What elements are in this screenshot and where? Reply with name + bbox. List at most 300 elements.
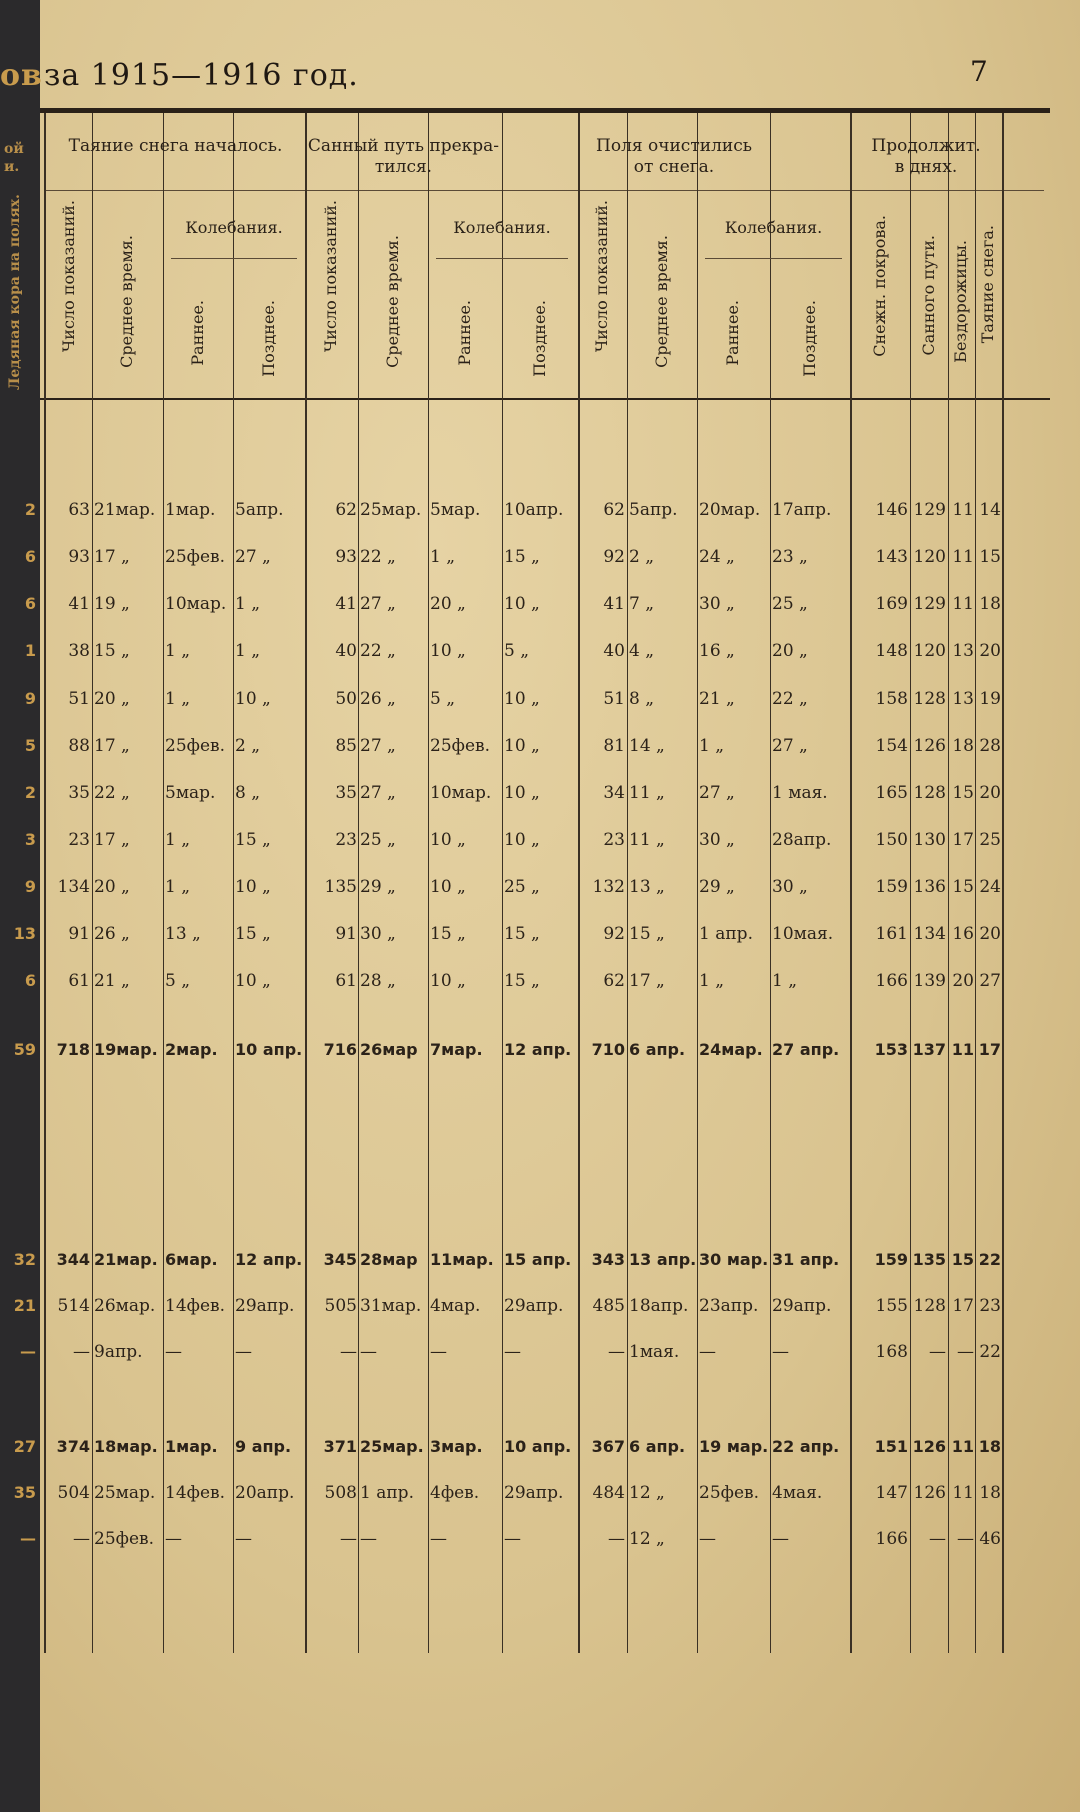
table-cell: 1 апр.: [699, 924, 753, 944]
table-cell: —: [73, 1529, 90, 1549]
table-cell: —: [772, 1529, 789, 1549]
table-cell: 40: [603, 641, 625, 661]
table-cell: 15: [979, 547, 1001, 567]
table-cell: 166: [875, 1529, 908, 1549]
table-cell: 62: [335, 500, 357, 520]
table-cell: 92: [603, 924, 625, 944]
table-cell: 10 „: [430, 971, 466, 991]
left-strip-value: 6: [24, 594, 36, 613]
table-cell: 50: [335, 689, 357, 709]
table-cell: 62: [603, 500, 625, 520]
table-cell: 11: [952, 547, 974, 567]
table-cell: 27 „: [235, 547, 271, 567]
group-header-0: Таяние снега началось.: [68, 136, 283, 156]
table-cell: 136: [913, 877, 946, 897]
table-cell: 1 „: [165, 830, 191, 850]
table-cell: 120: [913, 547, 946, 567]
column-header-late: Позднее.: [259, 300, 278, 377]
table-cell: 30 „: [699, 594, 735, 614]
fluctuation-header-0: Колебания.: [185, 218, 283, 237]
left-margin-strip: [0, 0, 40, 1812]
table-cell: 343: [591, 1250, 625, 1269]
table-cell: 6мар.: [165, 1250, 218, 1269]
table-cell: 15: [951, 1250, 974, 1269]
table-cell: 19мар.: [94, 1040, 158, 1059]
table-cell: 716: [323, 1040, 357, 1059]
table-cell: 92: [603, 547, 625, 567]
column-divider: [233, 113, 234, 1653]
table-cell: 25фев.: [165, 736, 225, 756]
table-cell: —: [73, 1342, 90, 1362]
table-cell: 23апр.: [699, 1296, 759, 1316]
table-cell: 18: [952, 736, 974, 756]
table-cell: 27 апр.: [772, 1040, 840, 1059]
table-cell: 485: [592, 1296, 625, 1316]
left-strip-value: 9: [24, 877, 36, 896]
table-cell: 20апр.: [235, 1483, 295, 1503]
table-cell: 11мар.: [430, 1250, 494, 1269]
group-header-1: Санный путь прекра- тился.: [307, 136, 500, 177]
table-cell: 24мар.: [699, 1040, 763, 1059]
table-cell: 25 „: [772, 594, 808, 614]
column-header-avg: Среднее время.: [652, 235, 671, 368]
table-cell: 18: [979, 1483, 1001, 1503]
left-strip-header: [2, 140, 38, 390]
column-header-late: Позднее.: [530, 300, 549, 377]
left-strip-value: 9: [24, 689, 36, 708]
left-strip-value: 3: [24, 830, 36, 849]
table-cell: 505: [324, 1296, 357, 1316]
column-divider: [502, 113, 503, 1653]
table-cell: —: [165, 1342, 182, 1362]
table-cell: —: [957, 1342, 974, 1362]
table-cell: 29апр.: [504, 1296, 564, 1316]
table-cell: 20: [979, 924, 1001, 944]
table-cell: 135: [912, 1250, 946, 1269]
table-cell: 85: [335, 736, 357, 756]
table-cell: 4мая.: [772, 1483, 823, 1503]
table-cell: 19 мар.: [699, 1437, 769, 1456]
left-strip-value: —: [20, 1342, 36, 1361]
table-cell: 27 „: [360, 783, 396, 803]
left-strip-value: 27: [13, 1437, 36, 1456]
column-header-sled_path: Санного пути.: [919, 235, 938, 356]
table-cell: 11 „: [629, 830, 665, 850]
table-cell: 21 „: [699, 689, 735, 709]
table-cell: 159: [875, 877, 908, 897]
table-cell: 4мар.: [430, 1296, 481, 1316]
table-cell: —: [235, 1342, 252, 1362]
table-cell: 10 „: [430, 830, 466, 850]
table-cell: —: [360, 1529, 377, 1549]
table-cell: 23: [335, 830, 357, 850]
table-cell: 10 апр.: [504, 1437, 572, 1456]
table-cell: 10апр.: [504, 500, 564, 520]
table-cell: 11 „: [629, 783, 665, 803]
table-cell: 5мар.: [165, 783, 216, 803]
table-cell: 21 „: [94, 971, 130, 991]
table-cell: 2 „: [235, 736, 261, 756]
table-cell: 504: [57, 1483, 90, 1503]
left-strip-value: 21: [13, 1296, 36, 1315]
table-cell: 132: [592, 877, 625, 897]
table-cell: 134: [913, 924, 946, 944]
table-cell: 367: [591, 1437, 625, 1456]
table-cell: 17: [978, 1040, 1001, 1059]
table-cell: 514: [57, 1296, 90, 1316]
table-cell: 10 „: [504, 689, 540, 709]
table-cell: —: [699, 1342, 716, 1362]
table-cell: 20 „: [430, 594, 466, 614]
table-cell: 30 мар.: [699, 1250, 769, 1269]
column-divider: [358, 113, 359, 1653]
table-cell: 16 „: [699, 641, 735, 661]
table-cell: 51: [603, 689, 625, 709]
fluctuation-underline-2: [705, 258, 842, 259]
column-divider: [910, 113, 911, 1653]
table-cell: 22 „: [360, 547, 396, 567]
table-cell: 23: [68, 830, 90, 850]
left-strip-value: 59: [13, 1040, 36, 1059]
table-cell: 128: [913, 783, 946, 803]
table-cell: 22: [979, 1342, 1001, 1362]
table-cell: 29апр.: [235, 1296, 295, 1316]
table-cell: 27 „: [360, 594, 396, 614]
table-cell: 20: [979, 783, 1001, 803]
table-cell: 15: [952, 877, 974, 897]
table-cell: 18мар.: [94, 1437, 158, 1456]
table-cell: 151: [874, 1437, 908, 1456]
table-cell: 28апр.: [772, 830, 832, 850]
table-cell: 23: [603, 830, 625, 850]
page-header: [0, 58, 359, 93]
table-cell: 15 апр.: [504, 1250, 572, 1269]
table-cell: 371: [323, 1437, 357, 1456]
column-header-snow_cover: Снежн. покрова.: [870, 215, 889, 357]
table-cell: 25 „: [360, 830, 396, 850]
table-cell: 161: [875, 924, 908, 944]
table-cell: —: [504, 1342, 521, 1362]
table-cell: 25фев.: [165, 547, 225, 567]
table-cell: 26 „: [360, 689, 396, 709]
table-cell: 345: [323, 1250, 357, 1269]
table-cell: 7мар.: [430, 1040, 483, 1059]
table-cell: 12 „: [629, 1529, 665, 1549]
table-cell: 27 „: [360, 736, 396, 756]
table-cell: 10 „: [235, 971, 271, 991]
table-cell: 15 „: [235, 924, 271, 944]
table-cell: 30 „: [360, 924, 396, 944]
table-cell: 1мар.: [165, 500, 216, 520]
table-cell: 11: [952, 500, 974, 520]
table-cell: 81: [603, 736, 625, 756]
table-cell: 1 „: [235, 594, 261, 614]
column-header-count: Число показаний.: [321, 200, 340, 353]
table-cell: 35: [68, 783, 90, 803]
table-cell: 41: [603, 594, 625, 614]
column-divider: [428, 113, 429, 1653]
left-strip-header-top: ой и.: [4, 141, 24, 175]
table-cell: 25мар.: [94, 1483, 156, 1503]
fluctuation-header-1: Колебания.: [453, 218, 551, 237]
table-cell: 35: [335, 783, 357, 803]
table-cell: 15 „: [504, 547, 540, 567]
table-cell: 126: [912, 1437, 946, 1456]
left-strip-value: —: [20, 1529, 36, 1548]
table-cell: 18апр.: [629, 1296, 689, 1316]
column-divider: [92, 113, 93, 1653]
table-cell: 7 „: [629, 594, 655, 614]
table-cell: 1 „: [772, 971, 798, 991]
table-cell: 10 „: [430, 641, 466, 661]
table-cell: 5 „: [165, 971, 191, 991]
table-cell: 484: [592, 1483, 625, 1503]
table-cell: 20: [979, 641, 1001, 661]
column-header-roadless: Бездорожицы.: [951, 240, 970, 363]
table-cell: 14: [979, 500, 1001, 520]
table-cell: 1 „: [699, 971, 725, 991]
table-cell: 1 „: [165, 689, 191, 709]
table-cell: 14 „: [629, 736, 665, 756]
table-cell: —: [929, 1342, 946, 1362]
table-cell: 1мая.: [629, 1342, 680, 1362]
table-cell: 130: [913, 830, 946, 850]
table-cell: 13 апр.: [629, 1250, 697, 1269]
table-cell: 88: [68, 736, 90, 756]
column-header-snow_melt: Таяние снега.: [978, 225, 997, 344]
table-cell: 10мар.: [430, 783, 492, 803]
table-cell: 91: [68, 924, 90, 944]
table-cell: 154: [875, 736, 908, 756]
table-cell: 20 „: [94, 689, 130, 709]
table-cell: 25: [979, 830, 1001, 850]
table-cell: 135: [324, 877, 357, 897]
table-cell: 6 апр.: [629, 1040, 686, 1059]
table-cell: 10 „: [235, 877, 271, 897]
column-divider: [697, 113, 698, 1653]
fluctuation-underline-0: [171, 258, 297, 259]
table-cell: 5мар.: [430, 500, 481, 520]
table-cell: 22 „: [772, 689, 808, 709]
column-header-avg: Среднее время.: [383, 235, 402, 368]
table-cell: —: [430, 1342, 447, 1362]
table-cell: 28: [979, 736, 1001, 756]
table-cell: —: [699, 1529, 716, 1549]
table-cell: —: [340, 1529, 357, 1549]
table-cell: 153: [874, 1040, 908, 1059]
table-cell: 5 „: [430, 689, 456, 709]
table-cell: 168: [875, 1342, 908, 1362]
table-cell: 129: [913, 500, 946, 520]
table-cell: 25мар.: [360, 1437, 424, 1456]
table-cell: 4 „: [629, 641, 655, 661]
table-cell: 25фев.: [430, 736, 490, 756]
header-bottom-rule: [40, 398, 1050, 400]
table-cell: 93: [335, 547, 357, 567]
table-cell: 25фев.: [94, 1529, 154, 1549]
table-cell: 30 „: [699, 830, 735, 850]
table-cell: 18: [979, 594, 1001, 614]
table-cell: 15 „: [504, 971, 540, 991]
table-cell: 25мар.: [360, 500, 422, 520]
table-cell: 11: [952, 594, 974, 614]
table-cell: 23: [979, 1296, 1001, 1316]
table-cell: 10 „: [430, 877, 466, 897]
table-cell: 9апр.: [94, 1342, 143, 1362]
table-cell: 13: [952, 641, 974, 661]
table-cell: 17апр.: [772, 500, 832, 520]
page-number: 7: [970, 55, 988, 88]
table-cell: 46: [979, 1529, 1001, 1549]
fluctuation-header-2: Колебания.: [724, 218, 823, 237]
table-cell: 30 „: [772, 877, 808, 897]
table-cell: 31мар.: [360, 1296, 422, 1316]
table-cell: 15: [952, 783, 974, 803]
table-cell: 147: [875, 1483, 908, 1503]
table-cell: 19 „: [94, 594, 130, 614]
table-cell: 8 „: [629, 689, 655, 709]
fluctuation-underline-1: [436, 258, 568, 259]
table-cell: 710: [591, 1040, 625, 1059]
left-strip-value: 32: [13, 1250, 36, 1269]
group-header-2: Поля очистились от снега.: [596, 136, 752, 177]
column-header-early: Раннее.: [188, 300, 207, 366]
table-cell: 5апр.: [629, 500, 678, 520]
left-strip-value: 6: [24, 971, 36, 990]
column-divider: [948, 113, 949, 1653]
table-cell: 15 „: [235, 830, 271, 850]
table-cell: 2 „: [629, 547, 655, 567]
column-header-avg: Среднее время.: [117, 235, 136, 368]
table-cell: 29 „: [699, 877, 735, 897]
table-cell: —: [608, 1529, 625, 1549]
column-header-count: Число показаний.: [59, 200, 78, 353]
table-cell: 148: [875, 641, 908, 661]
table-cell: 159: [874, 1250, 908, 1269]
table-cell: 25фев.: [699, 1483, 759, 1503]
table-cell: 10 „: [504, 830, 540, 850]
table-cell: —: [340, 1342, 357, 1362]
table-cell: 19: [979, 689, 1001, 709]
table-cell: 120: [913, 641, 946, 661]
table-cell: 158: [875, 689, 908, 709]
left-strip-value: 2: [24, 500, 36, 519]
table-cell: —: [360, 1342, 377, 1362]
table-cell: 31 апр.: [772, 1250, 840, 1269]
table-cell: 4фев.: [430, 1483, 480, 1503]
table-cell: 22 „: [94, 783, 130, 803]
column-header-late: Позднее.: [800, 300, 819, 377]
left-strip-value: 5: [24, 736, 36, 755]
table-cell: 20 „: [772, 641, 808, 661]
table-cell: —: [430, 1529, 447, 1549]
table-cell: 27: [979, 971, 1001, 991]
table-cell: 51: [68, 689, 90, 709]
table-cell: 1 „: [235, 641, 261, 661]
table-cell: 3мар.: [430, 1437, 483, 1456]
top-rule: [40, 108, 1050, 113]
table-cell: 1 „: [165, 641, 191, 661]
table-cell: 143: [875, 547, 908, 567]
table-cell: 29апр.: [772, 1296, 832, 1316]
table-cell: 17 „: [94, 736, 130, 756]
table-cell: 10мар.: [165, 594, 227, 614]
table-cell: 13 „: [629, 877, 665, 897]
table-cell: 20 „: [94, 877, 130, 897]
table-cell: 38: [68, 641, 90, 661]
table-cell: 21мар.: [94, 500, 156, 520]
table-cell: 9 апр.: [235, 1437, 292, 1456]
table-cell: —: [608, 1342, 625, 1362]
table-cell: 10 „: [504, 594, 540, 614]
table-cell: 24: [979, 877, 1001, 897]
left-strip-header-vertical: Ледяная кора на полях.: [7, 194, 23, 390]
table-cell: 126: [913, 1483, 946, 1503]
table-cell: 15 „: [504, 924, 540, 944]
column-header-early: Раннее.: [723, 300, 742, 366]
table-cell: 22 апр.: [772, 1437, 840, 1456]
table-cell: 139: [913, 971, 946, 991]
column-divider: [770, 113, 771, 1653]
table-cell: 13 „: [165, 924, 201, 944]
table-cell: 129: [913, 594, 946, 614]
column-header-early: Раннее.: [455, 300, 474, 366]
table-cell: 10 „: [235, 689, 271, 709]
table-cell: 17: [952, 830, 974, 850]
table-cell: 137: [912, 1040, 946, 1059]
table-cell: —: [957, 1529, 974, 1549]
table-cell: 15 „: [94, 641, 130, 661]
table-cell: 1 апр.: [360, 1483, 414, 1503]
table-cell: 93: [68, 547, 90, 567]
table-cell: 13: [952, 689, 974, 709]
table-cell: 8 „: [235, 783, 261, 803]
table-cell: 508: [324, 1483, 357, 1503]
table-cell: 10мая.: [772, 924, 834, 944]
table-cell: 12 апр.: [504, 1040, 572, 1059]
group-divider-rule: [44, 190, 1044, 191]
table-cell: 12 „: [629, 1483, 665, 1503]
column-divider: [627, 113, 628, 1653]
column-divider: [163, 113, 164, 1653]
table-cell: 14фев.: [165, 1296, 225, 1316]
table-cell: 1 „: [699, 736, 725, 756]
table-cell: 344: [56, 1250, 90, 1269]
table-cell: 20мар.: [699, 500, 761, 520]
table-cell: 61: [335, 971, 357, 991]
table-cell: 27 „: [699, 783, 735, 803]
table-cell: 14фев.: [165, 1483, 225, 1503]
table-cell: 1 мая.: [772, 783, 828, 803]
table-cell: 5апр.: [235, 500, 284, 520]
table-cell: —: [772, 1342, 789, 1362]
table-cell: 34: [603, 783, 625, 803]
table-cell: 27 „: [772, 736, 808, 756]
table-cell: 1 „: [430, 547, 456, 567]
table-cell: 26 „: [94, 924, 130, 944]
table-cell: 155: [875, 1296, 908, 1316]
table-cell: 61: [68, 971, 90, 991]
group-header-3: Продолжит. в днях.: [871, 136, 981, 177]
table-cell: 10 „: [504, 783, 540, 803]
table-cell: —: [165, 1529, 182, 1549]
table-cell: 25 „: [504, 877, 540, 897]
table-cell: 17 „: [94, 830, 130, 850]
table-cell: 21мар.: [94, 1250, 158, 1269]
header-left-fragment: ов: [0, 58, 43, 93]
table-cell: 17: [952, 1296, 974, 1316]
table-cell: 374: [56, 1437, 90, 1456]
